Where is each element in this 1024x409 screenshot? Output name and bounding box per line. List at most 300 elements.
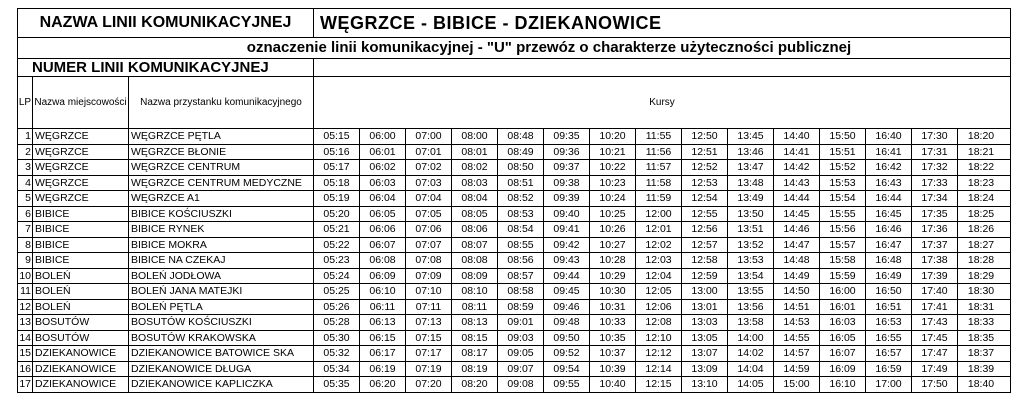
departure-time: 18:30: [967, 285, 995, 297]
table-row: [18, 269, 1010, 285]
departure-time: 05:15: [314, 129, 360, 144]
departure-time: 05:34: [314, 362, 360, 377]
row-lp: 2: [18, 145, 33, 160]
departure-time: 13:05: [682, 331, 728, 346]
departure-time: 12:12: [636, 346, 682, 361]
departure-time: 09:01: [498, 315, 544, 330]
table-row: [18, 315, 1010, 331]
departure-time: 08:00: [452, 129, 498, 144]
departure-time: 18:23: [967, 176, 995, 189]
departure-time: 15:00: [774, 377, 820, 392]
table-row: [18, 253, 1010, 269]
departure-time: 15:50: [820, 129, 866, 144]
departure-time: 17:39: [912, 269, 958, 284]
col-header-lp: LP: [18, 77, 33, 128]
departure-time: 05:32: [314, 346, 360, 361]
departure-time: 10:30: [590, 284, 636, 299]
departure-time: 17:40: [912, 284, 958, 299]
departure-time: 17:36: [912, 222, 958, 237]
departure-time: 09:36: [544, 145, 590, 160]
departure-time: 07:01: [406, 145, 452, 160]
row-stop: BOLEŃ JANA MATEJKI: [129, 284, 314, 299]
departure-time: 10:23: [590, 176, 636, 191]
row-lp: 12: [19, 300, 31, 313]
departure-time: 07:06: [406, 222, 452, 237]
departure-time: 18:39: [967, 362, 995, 375]
departure-time: 05:16: [314, 145, 360, 160]
departure-time: 12:00: [636, 207, 682, 222]
row-lp: 8: [18, 238, 33, 253]
departure-time: 16:44: [866, 191, 912, 206]
col-header-trips: Kursy: [649, 96, 675, 108]
departure-time: 06:07: [360, 238, 406, 253]
departure-time: 06:11: [360, 300, 406, 315]
departure-time: 14:48: [774, 253, 820, 268]
departure-time: 08:11: [452, 300, 498, 315]
departure-time: 12:15: [636, 377, 682, 392]
departure-time: 18:37: [967, 347, 995, 359]
departure-time: 06:01: [360, 145, 406, 160]
departure-time: 14:51: [774, 300, 820, 315]
departure-time: 13:51: [728, 222, 774, 237]
departure-time: 12:14: [636, 362, 682, 377]
departure-time: 18:25: [967, 207, 995, 220]
row-stop: WĘGRZCE CENTRUM MEDYCZNE: [129, 176, 314, 191]
departure-time: 07:19: [406, 362, 452, 377]
departure-time: 17:31: [912, 145, 958, 160]
line-number-label: NUMER LINII KOMUNIKACYJNEJ: [18, 59, 314, 76]
departure-time: 11:59: [636, 191, 682, 206]
departure-time: 13:56: [728, 300, 774, 315]
departure-time: 10:24: [590, 191, 636, 206]
departure-time: 13:01: [682, 300, 728, 315]
departure-time: 13:54: [728, 269, 774, 284]
departure-time: 18:31: [967, 300, 995, 313]
departure-time: 18:28: [967, 254, 995, 266]
line-name-row: [18, 8, 1010, 38]
departure-time: 12:02: [636, 238, 682, 253]
departure-time: 16:46: [866, 222, 912, 237]
departure-time: 08:13: [452, 315, 498, 330]
departure-time: 15:51: [820, 145, 866, 160]
departure-time: 08:48: [498, 129, 544, 144]
departure-time: 12:08: [636, 315, 682, 330]
line-name: WĘGRZCE - BIBICE - DZIEKANOWICE: [320, 13, 662, 33]
row-lp: 11: [18, 284, 33, 299]
table-row: [18, 300, 1010, 316]
departure-time: 13:55: [728, 284, 774, 299]
row-town: BIBICE: [33, 222, 129, 237]
departure-time: 08:05: [452, 207, 498, 222]
departure-time: 16:59: [866, 362, 912, 377]
departure-time: 13:46: [728, 145, 774, 160]
departure-time: 08:07: [452, 238, 498, 253]
departure-time: 14:46: [774, 222, 820, 237]
row-lp: 3: [18, 160, 33, 175]
table-row: [18, 176, 1010, 192]
column-header-row: [18, 76, 1010, 129]
table-row: [18, 145, 1010, 161]
departure-time: 14:49: [774, 269, 820, 284]
row-stop: WĘGRZCE BŁONIE: [129, 145, 314, 160]
row-stop: BOLEŃ JODŁOWA: [129, 269, 314, 284]
departure-time: 16:45: [866, 207, 912, 222]
departure-time: 13:52: [728, 238, 774, 253]
table-row: [18, 222, 1010, 238]
departure-time: 10:37: [590, 346, 636, 361]
line-designation: oznaczenie linii komunikacyjnej - "U" przewóz o charakterze użyteczności publicznej: [246, 39, 852, 56]
departure-time: 13:10: [682, 377, 728, 392]
departure-time: 09:07: [498, 362, 544, 377]
table-row: [18, 331, 1010, 347]
departure-time: 09:50: [544, 331, 590, 346]
departure-time: 14:45: [774, 207, 820, 222]
departure-time: 10:26: [590, 222, 636, 237]
departure-time: 15:56: [820, 222, 866, 237]
departure-time: 14:57: [774, 346, 820, 361]
table-row: [18, 191, 1010, 207]
departure-time: 18:21: [967, 145, 995, 158]
row-lp: 5: [18, 191, 33, 206]
departure-time: 13:09: [682, 362, 728, 377]
departure-time: 13:48: [728, 176, 774, 191]
departure-time: 07:05: [406, 207, 452, 222]
departure-time: 05:17: [314, 160, 360, 175]
row-lp: 4: [18, 176, 33, 191]
departure-time: 18:24: [967, 192, 995, 204]
departure-time: 17:35: [912, 207, 958, 222]
departure-time: 08:53: [498, 207, 544, 222]
row-stop: BIBICE KOŚCIUSZKI: [129, 207, 314, 222]
departure-time: 08:59: [498, 300, 544, 315]
departure-time: 09:35: [544, 129, 590, 144]
departure-time: 07:20: [406, 377, 452, 392]
departure-time: 12:51: [682, 145, 728, 160]
departure-time: 12:57: [682, 238, 728, 253]
row-lp: 9: [18, 253, 33, 268]
departure-time: 13:58: [728, 315, 774, 330]
timetable-body: [18, 129, 1010, 393]
departure-time: 10:20: [590, 129, 636, 144]
row-stop: WĘGRZCE PĘTLA: [129, 129, 314, 144]
departure-time: 11:57: [636, 160, 682, 175]
departure-time: 16:07: [820, 346, 866, 361]
departure-time: 16:41: [866, 145, 912, 160]
departure-time: 06:13: [360, 315, 406, 330]
departure-time: 14:55: [774, 331, 820, 346]
departure-time: 05:30: [314, 331, 360, 346]
departure-time: 09:54: [544, 362, 590, 377]
departure-time: 05:20: [314, 207, 360, 222]
departure-time: 07:15: [406, 331, 452, 346]
departure-time: 16:09: [820, 362, 866, 377]
departure-time: 08:01: [452, 145, 498, 160]
row-stop: BIBICE NA CZEKAJ: [129, 253, 314, 268]
row-town: DZIEKANOWICE: [33, 346, 129, 361]
row-town: DZIEKANOWICE: [33, 377, 129, 392]
departure-time: 08:08: [452, 253, 498, 268]
departure-time: 14:47: [774, 238, 820, 253]
departure-time: 09:08: [498, 377, 544, 392]
departure-time: 10:28: [590, 253, 636, 268]
departure-time: 18:20: [967, 130, 995, 142]
departure-time: 15:59: [820, 269, 866, 284]
departure-time: 17:45: [912, 331, 958, 346]
departure-time: 08:54: [498, 222, 544, 237]
departure-time: 13:50: [728, 207, 774, 222]
row-town: BIBICE: [33, 238, 129, 253]
departure-time: 06:04: [360, 191, 406, 206]
departure-time: 06:19: [360, 362, 406, 377]
row-town: BOLEŃ: [33, 284, 129, 299]
departure-time: 14:53: [774, 315, 820, 330]
departure-time: 08:51: [498, 176, 544, 191]
departure-time: 09:42: [544, 238, 590, 253]
departure-time: 14:42: [774, 160, 820, 175]
departure-time: 09:03: [498, 331, 544, 346]
row-stop: DZIEKANOWICE DŁUGA: [129, 362, 314, 377]
departure-time: 16:00: [820, 284, 866, 299]
row-stop: BIBICE RYNEK: [129, 222, 314, 237]
departure-time: 08:55: [498, 238, 544, 253]
col-header-town: Nazwa miejscowości: [33, 77, 129, 128]
departure-time: 12:06: [636, 300, 682, 315]
departure-time: 06:03: [360, 176, 406, 191]
departure-time: 09:48: [544, 315, 590, 330]
departure-time: 16:48: [866, 253, 912, 268]
departure-time: 12:52: [682, 160, 728, 175]
col-header-stop: Nazwa przystanku komunikacyjnego: [129, 77, 314, 128]
departure-time: 12:59: [682, 269, 728, 284]
departure-time: 05:35: [314, 377, 360, 392]
departure-time: 09:52: [544, 346, 590, 361]
departure-time: 13:45: [728, 129, 774, 144]
row-town: WĘGRZCE: [33, 176, 129, 191]
row-stop: BOSUTÓW KRAKOWSKA: [129, 331, 314, 346]
departure-time: 12:03: [636, 253, 682, 268]
departure-time: 16:57: [866, 346, 912, 361]
departure-time: 17:00: [866, 377, 912, 392]
departure-time: 13:07: [682, 346, 728, 361]
departure-time: 10:39: [590, 362, 636, 377]
departure-time: 05:22: [314, 238, 360, 253]
departure-time: 08:04: [452, 191, 498, 206]
departure-time: 10:31: [590, 300, 636, 315]
row-stop: BOLEŃ PĘTLA: [129, 300, 314, 315]
departure-time: 10:27: [590, 238, 636, 253]
departure-time: 15:55: [820, 207, 866, 222]
departure-time: 14:44: [774, 191, 820, 206]
departure-time: 08:52: [498, 191, 544, 206]
departure-time: 08:49: [498, 145, 544, 160]
departure-time: 15:53: [820, 176, 866, 191]
departure-time: 09:05: [498, 346, 544, 361]
row-stop: WĘGRZCE A1: [129, 191, 314, 206]
row-town: BOSUTÓW: [33, 315, 129, 330]
departure-time: 18:22: [967, 161, 995, 173]
departure-time: 09:41: [544, 222, 590, 237]
departure-time: 08:03: [452, 176, 498, 191]
table-row: [18, 207, 1010, 223]
departure-time: 10:25: [590, 207, 636, 222]
row-town: DZIEKANOWICE: [33, 362, 129, 377]
table-row: [18, 160, 1010, 176]
departure-time: 12:01: [636, 222, 682, 237]
table-row: [18, 377, 1010, 393]
row-lp: 1: [18, 129, 33, 144]
departure-time: 18:35: [967, 331, 995, 344]
departure-time: 06:10: [360, 284, 406, 299]
departure-time: 18:26: [967, 223, 995, 235]
departure-time: 08:20: [452, 377, 498, 392]
departure-time: 16:10: [820, 377, 866, 392]
departure-time: 12:54: [682, 191, 728, 206]
departure-time: 14:00: [728, 331, 774, 346]
departure-time: 17:34: [912, 191, 958, 206]
departure-time: 12:56: [682, 222, 728, 237]
departure-time: 08:57: [498, 269, 544, 284]
row-town: BOLEŃ: [33, 300, 129, 315]
departure-time: 10:29: [590, 269, 636, 284]
departure-time: 08:15: [452, 331, 498, 346]
departure-time: 05:26: [314, 300, 360, 315]
departure-time: 18:33: [967, 316, 995, 328]
departure-time: 16:50: [866, 284, 912, 299]
departure-time: 10:22: [590, 160, 636, 175]
row-stop: WĘGRZCE CENTRUM: [129, 160, 314, 175]
departure-time: 09:40: [544, 207, 590, 222]
row-lp: 6: [18, 207, 33, 222]
line-name-label: NAZWA LINII KOMUNIKACYJNEJ: [18, 9, 314, 37]
departure-time: 06:02: [360, 160, 406, 175]
departure-time: 07:02: [406, 160, 452, 175]
departure-time: 17:43: [912, 315, 958, 330]
departure-time: 06:05: [360, 207, 406, 222]
departure-time: 10:35: [590, 331, 636, 346]
departure-time: 13:47: [728, 160, 774, 175]
departure-time: 16:53: [866, 315, 912, 330]
departure-time: 18:27: [967, 238, 995, 251]
departure-time: 06:20: [360, 377, 406, 392]
departure-time: 11:58: [636, 176, 682, 191]
row-stop: BIBICE MOKRA: [129, 238, 314, 253]
departure-time: 08:17: [452, 346, 498, 361]
departure-time: 17:41: [912, 300, 958, 315]
table-row: [18, 129, 1010, 145]
departure-time: 12:10: [636, 331, 682, 346]
departure-time: 09:39: [544, 191, 590, 206]
departure-time: 11:56: [636, 145, 682, 160]
departure-time: 17:33: [912, 176, 958, 191]
departure-time: 18:40: [967, 378, 995, 390]
departure-time: 16:49: [866, 269, 912, 284]
departure-time: 14:59: [774, 362, 820, 377]
departure-time: 12:50: [682, 129, 728, 144]
departure-time: 06:06: [360, 222, 406, 237]
row-town: BOLEŃ: [33, 269, 129, 284]
departure-time: 07:00: [406, 129, 452, 144]
row-town: WĘGRZCE: [33, 160, 129, 175]
line-number-row: [18, 58, 1010, 76]
departure-time: 08:10: [452, 284, 498, 299]
departure-time: 16:01: [820, 300, 866, 315]
departure-time: 07:07: [406, 238, 452, 253]
row-stop: BOSUTÓW KOŚCIUSZKI: [129, 315, 314, 330]
departure-time: 07:10: [406, 284, 452, 299]
departure-time: 07:13: [406, 315, 452, 330]
departure-time: 07:09: [406, 269, 452, 284]
departure-time: 09:45: [544, 284, 590, 299]
departure-time: 06:08: [360, 253, 406, 268]
row-town: BIBICE: [33, 207, 129, 222]
departure-time: 07:04: [406, 191, 452, 206]
row-lp: 17: [19, 378, 31, 390]
departure-time: 09:37: [544, 160, 590, 175]
departure-time: 05:23: [314, 253, 360, 268]
departure-time: 13:00: [682, 284, 728, 299]
row-stop: DZIEKANOWICE BATOWICE SKA: [129, 346, 314, 361]
departure-time: 16:47: [866, 238, 912, 253]
departure-time: 15:58: [820, 253, 866, 268]
departure-time: 08:09: [452, 269, 498, 284]
departure-time: 09:44: [544, 269, 590, 284]
departure-time: 13:03: [682, 315, 728, 330]
departure-time: 09:46: [544, 300, 590, 315]
departure-time: 17:50: [912, 377, 958, 392]
departure-time: 13:53: [728, 253, 774, 268]
departure-time: 15:57: [820, 238, 866, 253]
designation-row: [18, 38, 1010, 58]
departure-time: 08:02: [452, 160, 498, 175]
departure-time: 06:15: [360, 331, 406, 346]
departure-time: 16:40: [866, 129, 912, 144]
table-row: [18, 362, 1010, 378]
departure-time: 07:03: [406, 176, 452, 191]
departure-time: 06:09: [360, 269, 406, 284]
departure-time: 09:43: [544, 253, 590, 268]
departure-time: 08:58: [498, 284, 544, 299]
departure-time: 10:21: [590, 145, 636, 160]
row-lp: 15: [19, 347, 31, 359]
departure-time: 05:28: [314, 315, 360, 330]
departure-time: 12:55: [682, 207, 728, 222]
departure-time: 10:40: [590, 377, 636, 392]
departure-time: 06:17: [360, 346, 406, 361]
departure-time: 14:02: [728, 346, 774, 361]
departure-time: 14:04: [728, 362, 774, 377]
row-lp: 7: [18, 222, 33, 237]
departure-time: 17:49: [912, 362, 958, 377]
departure-time: 15:52: [820, 160, 866, 175]
row-lp: 14: [19, 331, 31, 344]
row-town: BIBICE: [33, 253, 129, 268]
departure-time: 07:08: [406, 253, 452, 268]
departure-time: 12:05: [636, 284, 682, 299]
departure-time: 16:03: [820, 315, 866, 330]
departure-time: 07:11: [406, 300, 452, 315]
departure-time: 07:17: [406, 346, 452, 361]
departure-time: 12:04: [636, 269, 682, 284]
departure-time: 12:53: [682, 176, 728, 191]
departure-time: 16:42: [866, 160, 912, 175]
departure-time: 08:06: [452, 222, 498, 237]
departure-time: 05:25: [314, 284, 360, 299]
departure-time: 06:00: [360, 129, 406, 144]
row-town: WĘGRZCE: [33, 129, 129, 144]
table-row: [18, 238, 1010, 254]
departure-time: 17:38: [912, 253, 958, 268]
departure-time: 10:33: [590, 315, 636, 330]
